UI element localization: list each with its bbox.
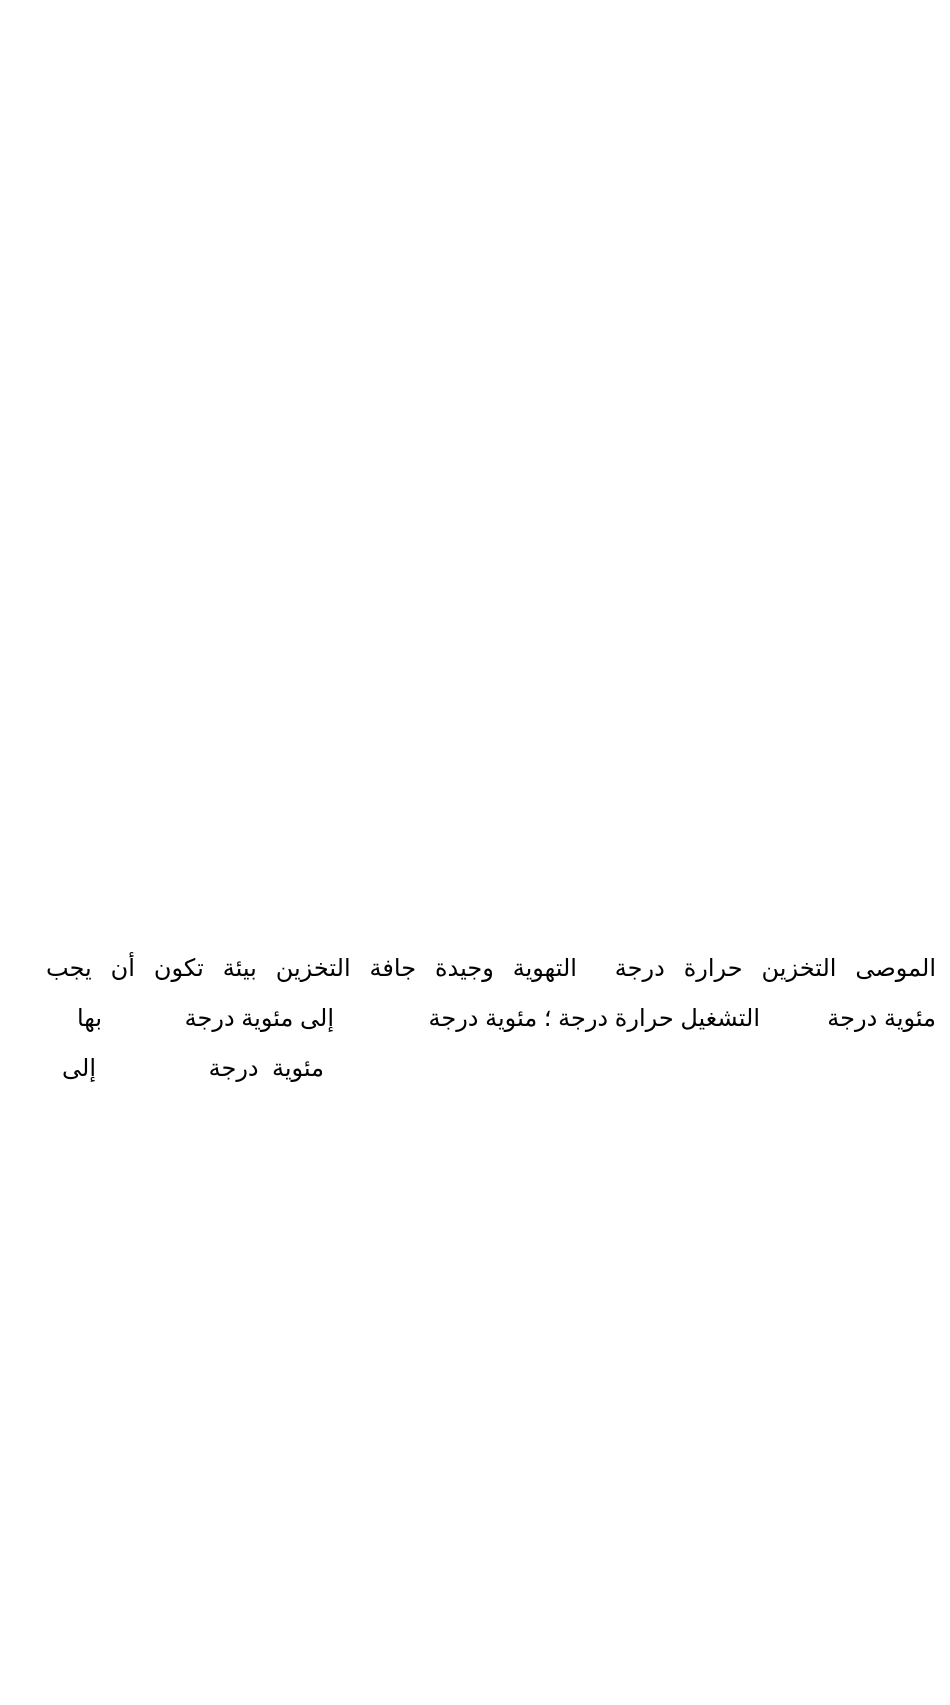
line-2-segment-3: إلى مئوية درجة xyxy=(184,1005,334,1032)
storage-paragraph xyxy=(46,944,936,1094)
paragraph-line-3 xyxy=(46,1044,936,1094)
line-2-segment-1: مئوية درجة xyxy=(827,1005,936,1032)
line-2-segment-2: التشغيل حرارة درجة ؛ مئوية درجة xyxy=(428,1005,760,1032)
paragraph-line-1: الموصى التخزين حرارة درجة التهوية وجيدة جافة التخزين بيئة تكون أن يجب xyxy=(46,955,936,982)
line-3-segment-1: مئوية درجة xyxy=(208,1055,324,1082)
line-3-segment-2: إلى xyxy=(62,1055,96,1082)
paragraph-line-2 xyxy=(46,994,936,1044)
line-2-segment-4: بها xyxy=(76,1005,102,1032)
